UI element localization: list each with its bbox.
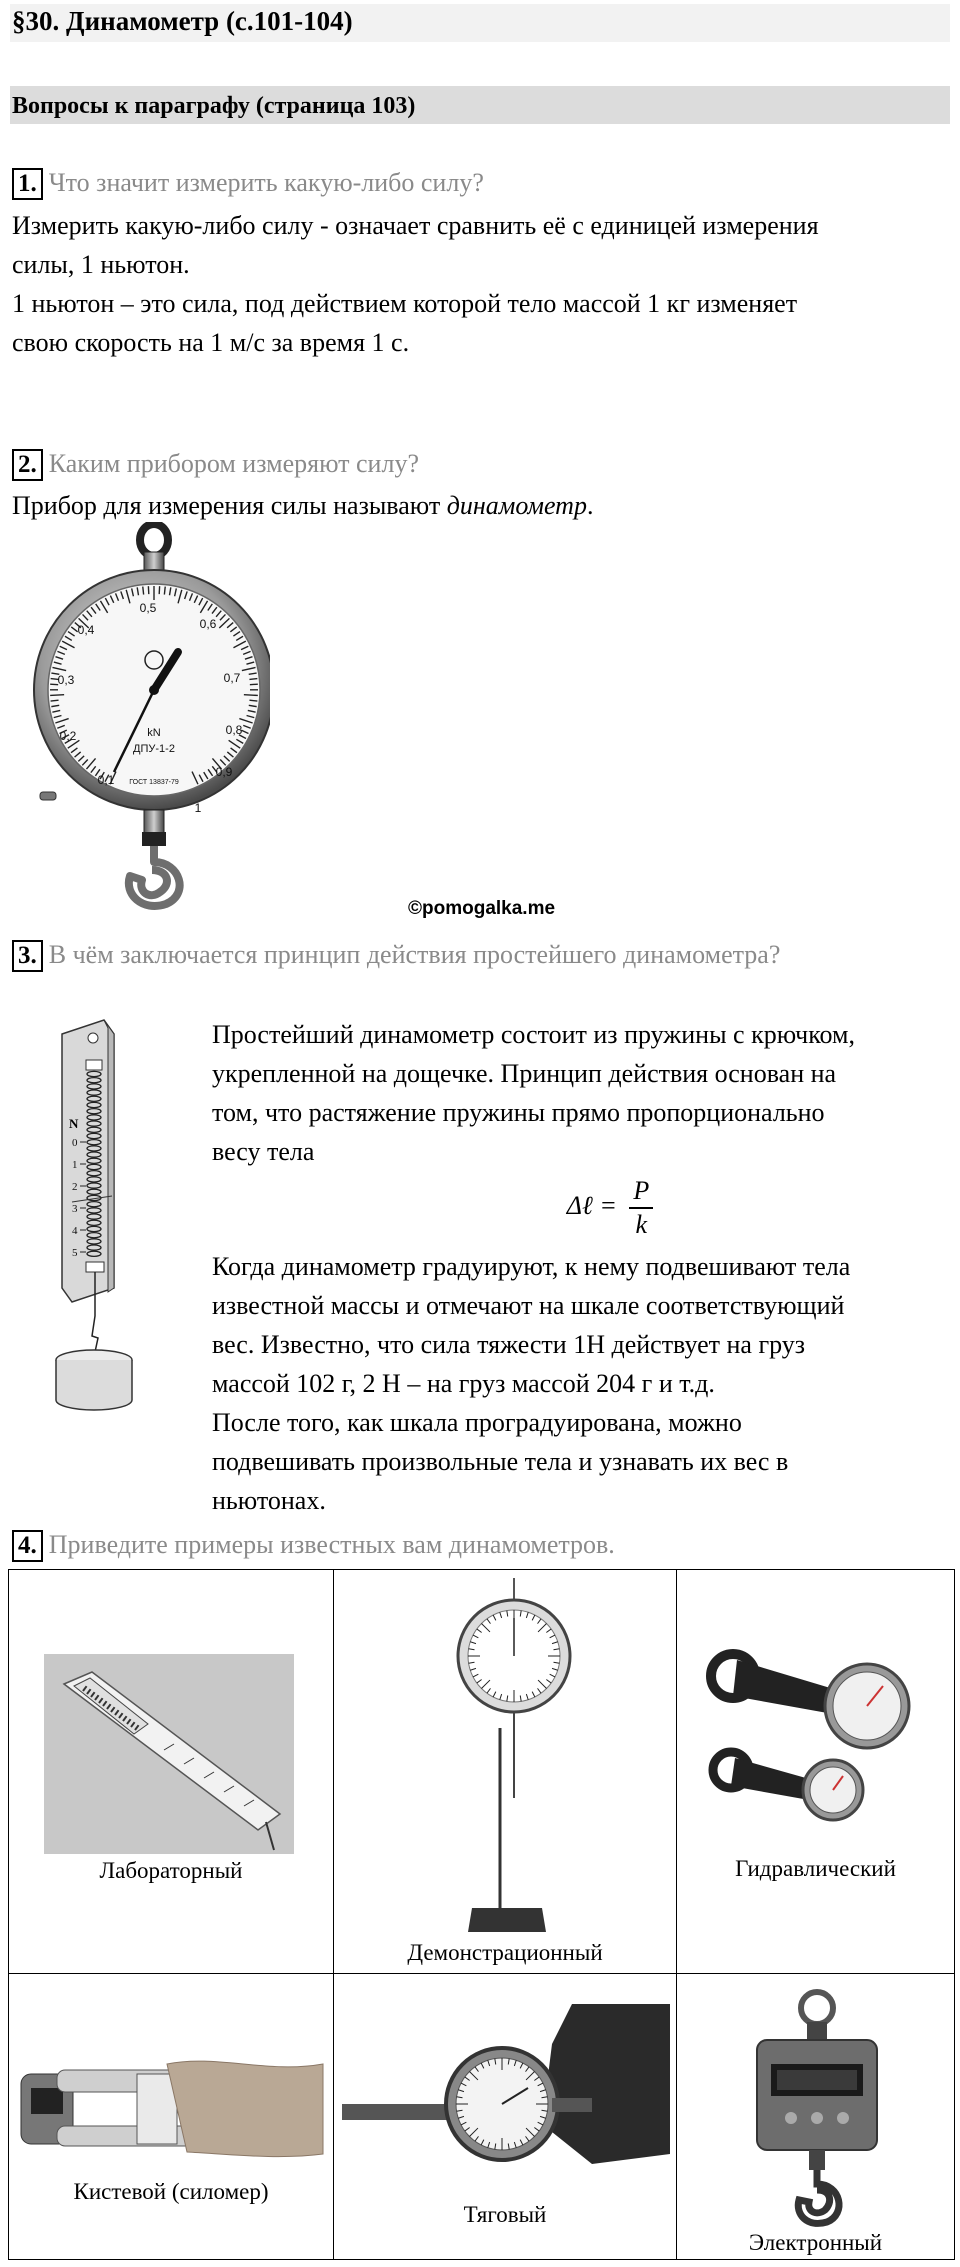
dynamometer-examples-table [8, 1569, 955, 2260]
answer-line: Когда динамометр градуируют, к нему подвешивают тела [212, 1252, 851, 1281]
scale-tick-label: 5 [72, 1247, 78, 1259]
answer-1 [12, 206, 819, 362]
formula [212, 1175, 942, 1245]
example-caption: Гидравлический [735, 1856, 896, 1881]
formula-fraction [629, 1175, 653, 1241]
question-number: 2. [12, 449, 43, 481]
laboratory-dynamometer-image [44, 1654, 294, 1854]
formula-numerator: P [629, 1175, 653, 1209]
dial-tick [249, 700, 257, 701]
scale-tick-label: 1 [72, 1159, 78, 1171]
dial-label: 0,4 [77, 623, 95, 637]
dial-tick [143, 587, 144, 595]
hook-icon [129, 846, 180, 906]
traction-dynamometer-image [342, 2004, 670, 2204]
dial-label: 0,6 [199, 617, 217, 631]
scale-tick-label: 0 [72, 1137, 78, 1149]
formula-lhs: Δℓ = [566, 1190, 617, 1220]
scale-unit: N [69, 1116, 79, 1131]
scale-tick-label: 2 [72, 1181, 78, 1193]
question-4 [12, 1530, 615, 1562]
answer-suffix: . [586, 491, 594, 520]
dial-label: 0,8 [225, 723, 243, 737]
dial-label: 0,3 [57, 673, 75, 687]
answer-line: ньютонах. [212, 1486, 326, 1515]
dial-tick [249, 679, 257, 680]
demonstration-dynamometer-image [434, 1578, 594, 1938]
answer-line: вес. Известно, что сила тяжести 1Н действует на груз [212, 1330, 806, 1359]
answer-line: Простейший динамометр состоит из пружины с крючком, [212, 1020, 856, 1049]
example-cell [677, 1570, 955, 1974]
example-cell [334, 1974, 677, 2260]
question-text: Приведите примеры известных вам динамометров. [48, 1530, 615, 1559]
answer-line: укрепленной на дощечке. Принцип действия основан на [212, 1059, 837, 1088]
example-cell [9, 1570, 334, 1974]
dial-label: 1 [194, 801, 202, 815]
question-text: В чём заключается принцип действия простейшего динамометра? [48, 940, 781, 969]
dial-label: 0,1 [97, 773, 115, 787]
electronic-dynamometer-image [737, 1984, 897, 2234]
example-cell [334, 1570, 677, 1974]
question-number: 4. [12, 1530, 43, 1562]
answer-line: 1 ньютон – это сила, под действием которой тело массой 1 кг изменяет [12, 289, 798, 318]
answer-line: силы, 1 ньютон. [12, 250, 190, 279]
example-caption: Тяговый [463, 2202, 547, 2227]
answer-term: динамометр [446, 491, 587, 520]
example-caption: Лабораторный [99, 1858, 243, 1883]
formula-denominator: k [635, 1210, 648, 1239]
hand-dynamometer-image [17, 2034, 327, 2174]
answer-line: массой 102 г, 2 Н – на груз массой 204 г и т.д. [212, 1369, 715, 1398]
answer-line: подвешивать произвольные тела и узнавать их вес в [212, 1447, 789, 1476]
example-caption: Кистевой (силомер) [73, 2179, 269, 2204]
hydraulic-dynamometer-image [697, 1640, 937, 1840]
question-1 [12, 168, 484, 200]
dial-dynamometer-illustration [30, 522, 270, 912]
question-number: 1. [12, 168, 43, 200]
answer-line: весу тела [212, 1137, 315, 1166]
page-title: §30. Динамометр (с.101-104) [12, 6, 353, 36]
scale-tick-label: 4 [72, 1225, 78, 1237]
dial-label: 0,7 [223, 671, 241, 685]
answer-2 [12, 486, 593, 525]
example-cell [677, 1974, 955, 2260]
dial-label: 0,9 [215, 765, 233, 779]
answer-line: известной массы и отмечают на шкале соответствующий [212, 1291, 845, 1320]
example-caption: Демонстрационный [407, 1940, 603, 1965]
answer-line: том, что растяжение пружины прямо пропорционально [212, 1098, 825, 1127]
answer-line: свою скорость на 1 м/с за время 1 с. [12, 328, 410, 357]
question-2 [12, 449, 419, 481]
example-caption: Электронный [748, 2230, 883, 2255]
watermark: ©pomogalka.me [408, 898, 556, 919]
question-text: Каким прибором измеряют силу? [48, 449, 419, 478]
answer-line: После того, как шкала проградуирована, можно [212, 1408, 742, 1437]
answer-line: Измерить какую-либо силу - означает сравнить её с единицей измерения [12, 211, 819, 240]
dial-model: ДПУ-1-2 [133, 743, 175, 755]
answer-3 [212, 1015, 942, 1520]
dial-unit: kN [147, 727, 161, 739]
scale-tick-label: 3 [72, 1203, 78, 1215]
dial-tick [244, 695, 258, 696]
spring-scale-illustration [52, 1016, 172, 1430]
dial-label: 0,5 [139, 601, 157, 615]
question-number: 3. [12, 940, 43, 972]
dial-tick [164, 587, 165, 595]
section-subtitle: Вопросы к параграфу (страница 103) [12, 93, 416, 119]
question-3 [12, 940, 780, 972]
example-cell [9, 1974, 334, 2260]
question-text: Что значит измерить какую-либо силу? [48, 168, 484, 197]
dial-tick [50, 695, 64, 696]
dial-tick [51, 700, 59, 701]
dial-small-text: ГОСТ 13837-79 [129, 779, 179, 786]
dial-label: 0,2 [59, 729, 77, 743]
answer-text: Прибор для измерения силы называют [12, 491, 447, 520]
